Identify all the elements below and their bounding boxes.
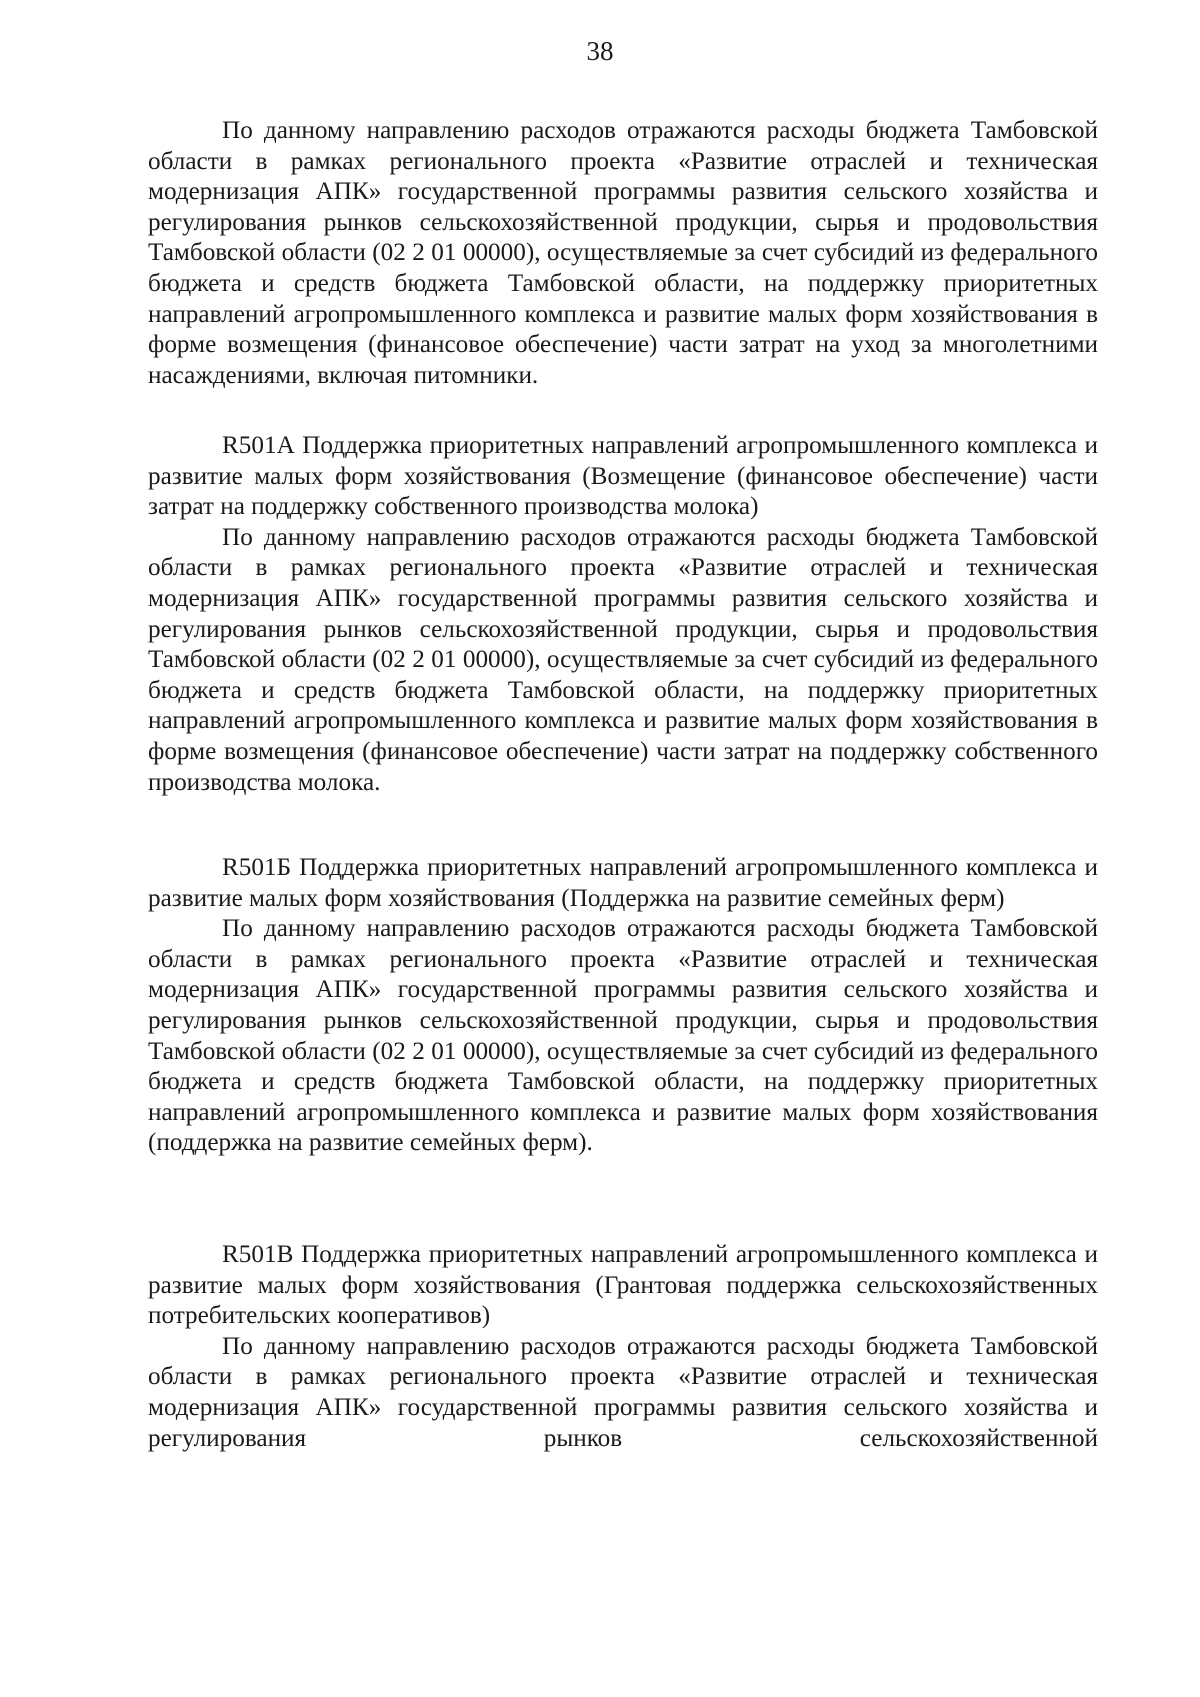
paragraph-body: По данному направлению расходов отражаются расходы бюджета Тамбовской области в рамках регионального проекта «Развитие отраслей и техническая модернизация АПК» государственной программы развития сельского хозяйства и регулирования рынков сельскохозяйственной [148,1332,1098,1452]
paragraph-body: По данному направлению расходов отражаются расходы бюджета Тамбовской области в рамках регионального проекта «Развитие отраслей и техническая модернизация АПК» государственной программы развития сельского хозяйства и регулирования рынков сельскохозяйственной продукции, сырья и продовольствия Тамбовской области (02 2 01 00000), осуществляемые за счет субсидий из федерального бюджета и средств бюджета Тамбовской области, на поддержку приоритетных направлений агропромышленного комплекса и развитие малых форм хозяйствования в форме возмещения (финансовое обеспечение) части затрат на уход за многолетними насаждениями, включая питомники. [148,117,1098,389]
section-heading: R501А Поддержка приоритетных направлений агропромышленного комплекса и развитие малых форм хозяйствования (Возмещение (финансовое обеспечение) части затрат на поддержку собственного производства молока) [148,432,1098,521]
paragraph-body: По данному направлению расходов отражаются расходы бюджета Тамбовской области в рамках регионального проекта «Развитие отраслей и техническая модернизация АПК» государственной программы развития сельского хозяйства и регулирования рынков сельскохозяйственной продукции, сырья и продовольствия Тамбовской области (02 2 01 00000), осуществляемые за счет субсидий из федерального бюджета и средств бюджета Тамбовской области, на поддержку приоритетных направлений агропромышленного комплекса и развитие малых форм хозяйствования (поддержка на развитие семейных ферм). [148,915,1098,1157]
paragraph-body: По данному направлению расходов отражаются расходы бюджета Тамбовской области в рамках регионального проекта «Развитие отраслей и техническая модернизация АПК» государственной программы развития сельского хозяйства и регулирования рынков сельскохозяйственной продукции, сырья и продовольствия Тамбовской области (02 2 01 00000), осуществляемые за счет субсидий из федерального бюджета и средств бюджета Тамбовской области, на поддержку приоритетных направлений агропромышленного комплекса и развитие малых форм хозяйствования в форме возмещения (финансовое обеспечение) части затрат на поддержку собственного производства молока. [148,523,1098,796]
section-intro [148,116,1098,391]
section-heading: R501Б Поддержка приоритетных направлений агропромышленного комплекса и развитие малых форм хозяйствования (Поддержка на развитие семейных ферм) [148,854,1098,912]
section-r501v [148,1240,1098,1454]
section-r501a [148,431,1098,798]
section-r501b [148,853,1098,1159]
page-number: 38 [586,36,614,66]
section-heading: R501В Поддержка приоритетных направлений агропромышленного комплекса и развитие малых форм хозяйствования (Грантовая поддержка сельскохозяйственных потребительских кооперативов) [148,1241,1098,1330]
